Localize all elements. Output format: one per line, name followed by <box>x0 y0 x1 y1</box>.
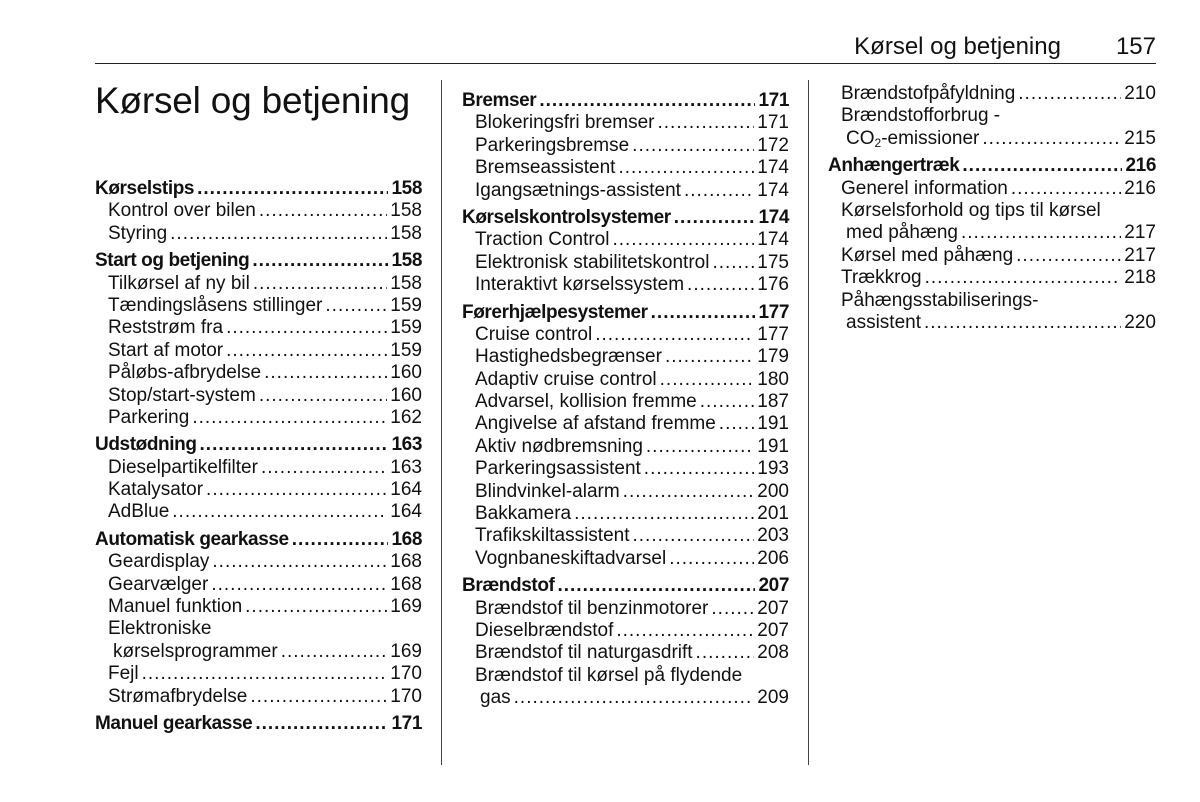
toc-entry-label: Blindvinkel-alarm <box>475 480 620 502</box>
toc-entry[interactable] <box>462 324 789 346</box>
toc-page-number: 187 <box>757 391 789 413</box>
toc-entry-label: Adaptiv cruise control <box>475 368 657 390</box>
toc-entry-label: Bremseassistent <box>475 157 616 179</box>
toc-entry[interactable] <box>95 295 422 317</box>
toc-entry[interactable] <box>828 128 1156 150</box>
toc-section <box>95 250 422 429</box>
leader-dots <box>252 250 388 272</box>
leader-dots <box>644 458 755 480</box>
toc-section <box>828 155 1156 334</box>
leader-dots <box>245 596 387 618</box>
toc-entry[interactable] <box>95 385 422 407</box>
toc-entry-label: Brændstofpåfyldning <box>841 83 1016 104</box>
toc-entry-label <box>846 128 979 154</box>
toc-entry[interactable] <box>95 223 422 245</box>
toc-entry-label: Generel information <box>841 177 1008 199</box>
toc-section-heading[interactable] <box>95 529 422 551</box>
toc-entry[interactable] <box>828 312 1156 334</box>
toc-entry-label: Anhængertræk <box>828 155 960 177</box>
leader-dots <box>259 385 387 407</box>
toc-page-number: 220 <box>1124 311 1156 333</box>
toc-section <box>95 178 422 245</box>
toc-entry[interactable] <box>828 267 1156 289</box>
toc-page-number: 168 <box>391 528 422 550</box>
toc-entry-label: Aktiv nødbremsning <box>475 435 643 457</box>
toc-page-number: 218 <box>1124 267 1156 289</box>
leader-dots <box>325 295 387 317</box>
leader-dots <box>674 207 756 229</box>
toc-entry-label: Automatisk gearkasse <box>95 528 289 550</box>
toc-page-number: 217 <box>1124 244 1156 266</box>
toc-page-number: 171 <box>758 90 789 111</box>
leader-dots <box>719 413 755 435</box>
running-header-title: Kørsel og betjening <box>854 33 1061 60</box>
toc-entry[interactable] <box>462 548 789 570</box>
toc-page-number: 193 <box>757 458 789 480</box>
toc-page-number: 169 <box>390 596 422 618</box>
toc-page-number: 163 <box>391 434 422 456</box>
leader-dots <box>264 362 387 384</box>
toc-entry[interactable] <box>462 458 789 480</box>
toc-entry[interactable] <box>462 135 789 157</box>
toc-entry-label: Brændstof <box>462 575 555 597</box>
leader-dots <box>696 642 755 664</box>
toc-entry-label: Fejl <box>108 663 139 685</box>
toc-page-number: 168 <box>390 573 422 595</box>
toc-section-heading[interactable] <box>95 434 422 456</box>
toc-page-number: 158 <box>390 200 422 222</box>
toc-entry[interactable] <box>95 317 422 339</box>
leader-dots <box>658 112 755 134</box>
toc-entry[interactable] <box>95 663 422 685</box>
leader-dots <box>612 229 754 251</box>
toc-entry[interactable] <box>95 407 422 429</box>
toc-entry-label: Tilkørsel af ny bil <box>108 272 250 294</box>
toc-page-number: 158 <box>391 178 422 199</box>
toc-entry-label: Kørselskontrolsystemer <box>462 206 671 228</box>
toc-entry-label-line1: Brændstofforbrug - <box>841 105 1001 127</box>
toc-section-heading[interactable] <box>462 575 789 597</box>
toc-entry-label: Manuel funktion <box>108 596 243 618</box>
toc-entry-label: Hastighedsbegrænser <box>475 346 662 368</box>
toc-page-number: 164 <box>390 501 422 523</box>
toc-entry-label: Geardisplay <box>108 551 210 573</box>
toc-entry-label: Cruise control <box>475 323 593 345</box>
toc-page-number: 200 <box>757 480 789 502</box>
leader-dots <box>665 346 754 368</box>
toc-entry-line <box>828 290 1156 312</box>
toc-section-heading[interactable] <box>95 178 422 200</box>
toc-entry-label: Elektronisk stabilitetskontrol <box>475 251 710 273</box>
toc-page-number: 159 <box>390 339 422 361</box>
toc-entry-label: Interaktivt kørselssystem <box>475 274 685 296</box>
column-divider <box>808 80 809 765</box>
leader-dots <box>646 436 754 458</box>
toc-entry-label-line1: Brændstof til kørsel på flydende <box>475 664 743 686</box>
toc-page-number: 210 <box>1124 83 1156 104</box>
toc-page-number: 201 <box>757 503 789 525</box>
toc-section-heading[interactable] <box>462 207 789 229</box>
toc-page-number: 176 <box>757 274 789 296</box>
toc-column-3 <box>828 83 1156 339</box>
leader-dots <box>924 312 1121 334</box>
toc-entry-label: Reststrøm fra <box>108 317 224 339</box>
toc-entry[interactable] <box>95 457 422 479</box>
running-header <box>854 33 1156 61</box>
toc-page-number: 191 <box>757 435 789 457</box>
leader-dots <box>226 317 387 339</box>
toc-page-number: 158 <box>390 222 422 244</box>
toc-entry[interactable] <box>462 112 789 134</box>
toc-entry-label: Start og betjening <box>95 250 250 272</box>
toc-entry[interactable] <box>462 157 789 179</box>
toc-page-number: 164 <box>390 479 422 501</box>
leader-dots <box>711 598 754 620</box>
toc-entry-label: Manuel gearkasse <box>95 712 253 734</box>
toc-entry-label: Udstødning <box>95 434 197 456</box>
toc-entry-label: Dieselpartikelfilter <box>108 456 258 478</box>
leader-dots <box>557 575 755 597</box>
toc-page-number: 158 <box>391 250 422 272</box>
toc-section <box>462 90 789 202</box>
toc-page-number: 169 <box>390 640 422 662</box>
chapter-title: Kørsel og betjening <box>95 80 410 121</box>
toc-entry[interactable] <box>828 178 1156 200</box>
leader-dots <box>200 434 389 456</box>
toc-entry-label: Kørselstips <box>95 178 195 199</box>
leader-dots <box>660 369 755 391</box>
leader-dots <box>595 324 754 346</box>
toc-section <box>462 575 789 709</box>
toc-page-number: 216 <box>1125 155 1156 177</box>
toc-page-number: 172 <box>757 134 789 156</box>
toc-entry[interactable] <box>95 362 422 384</box>
toc-entry-label: Angivelse af afstand fremme <box>475 413 716 435</box>
toc-entry-label: Bakkamera <box>475 503 572 525</box>
leader-dots <box>651 302 756 324</box>
toc-entry[interactable] <box>462 598 789 620</box>
leader-dots <box>1016 245 1121 267</box>
toc-entry-label: Førerhjælpesystemer <box>462 301 648 323</box>
toc-page-number: 168 <box>390 551 422 573</box>
toc-entry[interactable] <box>95 596 422 618</box>
toc-page-number: 175 <box>757 251 789 273</box>
toc-entry[interactable] <box>462 274 789 296</box>
toc-entry[interactable] <box>95 200 422 222</box>
toc-page-number: 207 <box>757 619 789 641</box>
toc-entry-label: Kontrol over bilen <box>108 200 256 222</box>
toc-section <box>95 713 422 735</box>
toc-section <box>95 434 422 524</box>
toc-column-2 <box>462 90 789 715</box>
label-subscript: 2 <box>874 135 882 150</box>
toc-entry[interactable] <box>462 346 789 368</box>
toc-entry-label: Advarsel, kollision fremme <box>475 391 697 413</box>
toc-page-number: 163 <box>390 456 422 478</box>
leader-dots <box>253 273 387 295</box>
toc-entry[interactable] <box>462 413 789 435</box>
toc-entry-line <box>828 105 1156 127</box>
toc-page-number: 170 <box>390 685 422 707</box>
toc-page-number: 174 <box>758 206 789 228</box>
toc-entry-label: Styring <box>108 222 168 244</box>
toc-entry-label: Katalysator <box>108 479 204 501</box>
toc-entry[interactable] <box>95 273 422 295</box>
toc-page-number: 158 <box>390 272 422 294</box>
toc-entry[interactable] <box>462 642 789 664</box>
toc-entry-label: AdBlue <box>108 501 170 523</box>
leader-dots <box>623 481 755 503</box>
toc-entry[interactable] <box>462 391 789 413</box>
leader-dots <box>211 574 387 596</box>
toc-entry-label: Trækkrog <box>841 267 922 289</box>
leader-dots <box>197 178 388 200</box>
toc-entry-label: gas <box>480 687 511 709</box>
toc-page-number: 174 <box>757 179 789 201</box>
leader-dots <box>669 548 754 570</box>
toc-entry-label: Igangsætnings-assistent <box>475 179 681 201</box>
toc-entry-label: assistent <box>846 311 921 333</box>
leader-dots <box>700 391 755 413</box>
toc-entry-label: Stop/start-system <box>108 384 256 406</box>
toc-entry-label: Parkering <box>108 406 190 428</box>
toc-entry-label: Parkeringsassistent <box>475 458 641 480</box>
toc-entry[interactable] <box>462 620 789 642</box>
toc-page-number: 207 <box>757 597 789 619</box>
leader-dots <box>925 267 1122 289</box>
toc-entry-label: Dieselbrændstof <box>475 619 614 641</box>
toc-page-number: 162 <box>390 406 422 428</box>
toc-entry[interactable] <box>95 501 422 523</box>
toc-page-number: 171 <box>391 712 422 734</box>
toc-page-number: 206 <box>757 547 789 569</box>
toc-page-number: 160 <box>390 384 422 406</box>
leader-dots <box>961 222 1121 244</box>
toc-page-number: 179 <box>757 346 789 368</box>
toc-entry[interactable] <box>95 479 422 501</box>
label-suffix: -emissioner <box>881 127 980 149</box>
leader-dots <box>616 620 754 642</box>
toc-entry[interactable] <box>462 687 789 709</box>
toc-section-continued <box>828 83 1156 150</box>
leader-dots <box>1018 83 1121 105</box>
toc-entry-label: Brændstof til benzinmotorer <box>475 597 709 619</box>
label-prefix: CO <box>846 127 875 149</box>
toc-page-number: 217 <box>1124 222 1156 244</box>
toc-page-number: 171 <box>757 112 789 134</box>
toc-entry-label: Start af motor <box>108 339 224 361</box>
toc-column-1 <box>95 178 422 740</box>
column-divider <box>441 80 442 765</box>
leader-dots <box>170 223 387 245</box>
toc-entry-label: Kørsel med påhæng <box>841 244 1014 266</box>
toc-entry-label: Traction Control <box>475 229 610 251</box>
toc-section <box>462 302 789 571</box>
toc-entry-label-line1: Elektroniske <box>108 618 212 640</box>
leader-dots <box>618 157 754 179</box>
toc-entry-label: Trafikskiltassistent <box>475 525 630 547</box>
toc-entry-label: Strømafbrydelse <box>108 685 248 707</box>
toc-entry[interactable] <box>95 574 422 596</box>
toc-entry-label-line1: Kørselsforhold og tips til kørsel <box>841 199 1101 221</box>
toc-page-number: 215 <box>1124 127 1156 149</box>
toc-section-heading[interactable] <box>95 713 422 735</box>
toc-entry[interactable] <box>95 340 422 362</box>
leader-dots <box>192 407 387 429</box>
leader-dots <box>142 663 388 685</box>
toc-entry[interactable] <box>462 180 789 202</box>
toc-entry[interactable] <box>95 641 422 663</box>
toc-entry[interactable] <box>462 252 789 274</box>
toc-entry[interactable] <box>95 551 422 573</box>
toc-entry-line <box>828 200 1156 222</box>
toc-page-number: 174 <box>757 157 789 179</box>
toc-entry-label-line1: Påhængsstabiliserings- <box>841 289 1039 311</box>
leader-dots <box>632 135 754 157</box>
toc-section-heading[interactable] <box>462 90 789 112</box>
leader-dots <box>281 641 388 663</box>
toc-entry[interactable] <box>462 436 789 458</box>
toc-entry[interactable] <box>828 245 1156 267</box>
toc-page-number: 159 <box>390 317 422 339</box>
leader-dots <box>633 525 755 547</box>
toc-entry-label: Blokeringsfri bremser <box>475 112 655 134</box>
toc-page-number: 209 <box>757 687 789 709</box>
toc-page-number: 177 <box>757 323 789 345</box>
leader-dots <box>172 501 387 523</box>
leader-dots <box>514 687 755 709</box>
toc-entry[interactable] <box>462 369 789 391</box>
toc-section-heading[interactable] <box>828 155 1156 177</box>
toc-entry[interactable] <box>95 686 422 708</box>
toc-entry-label: Påløbs-afbrydelse <box>108 362 262 384</box>
toc-entry[interactable] <box>462 229 789 251</box>
toc-page-number: 216 <box>1124 177 1156 199</box>
leader-dots <box>259 200 387 222</box>
toc-section <box>95 529 422 708</box>
toc-page-number: 159 <box>390 294 422 316</box>
toc-entry-label: med påhæng <box>846 222 958 244</box>
leader-dots <box>1011 178 1121 200</box>
leader-dots <box>684 180 754 202</box>
leader-dots <box>250 686 387 708</box>
toc-page-number: 208 <box>757 642 789 664</box>
toc-page-number: 180 <box>757 368 789 390</box>
toc-entry[interactable] <box>828 222 1156 244</box>
toc-page-number: 177 <box>758 301 789 323</box>
toc-page-number: 160 <box>390 362 422 384</box>
leader-dots <box>261 457 387 479</box>
toc-section <box>462 207 789 297</box>
leader-dots <box>206 479 387 501</box>
toc-page-number: 191 <box>757 413 789 435</box>
toc-page-number: 207 <box>758 575 789 597</box>
toc-entry-label: Brændstof til naturgasdrift <box>475 642 693 664</box>
toc-entry[interactable] <box>462 503 789 525</box>
toc-entry-label: Vognbaneskiftadvarsel <box>475 547 667 569</box>
toc-page-number: 203 <box>757 525 789 547</box>
leader-dots <box>539 90 755 112</box>
toc-entry-line <box>95 618 422 640</box>
toc-entry-label: Gearvælger <box>108 573 209 595</box>
leader-dots <box>292 529 389 551</box>
toc-entry-label: Tændingslåsens stillinger <box>108 294 323 316</box>
leader-dots <box>212 551 387 573</box>
leader-dots <box>687 274 754 296</box>
toc-entry-line <box>462 665 789 687</box>
toc-section-heading[interactable] <box>462 302 789 324</box>
toc-entry[interactable] <box>462 481 789 503</box>
toc-page-number: 174 <box>757 229 789 251</box>
toc-entry[interactable] <box>462 525 789 547</box>
toc-entry[interactable] <box>828 83 1156 105</box>
toc-page-number: 170 <box>390 663 422 685</box>
toc-entry-label: Parkeringsbremse <box>475 134 630 156</box>
leader-dots <box>712 252 754 274</box>
leader-dots <box>255 713 388 735</box>
leader-dots <box>982 128 1121 150</box>
leader-dots <box>226 340 387 362</box>
leader-dots <box>574 503 754 525</box>
toc-entry-label: Bremser <box>462 90 537 111</box>
toc-section-heading[interactable] <box>95 250 422 272</box>
page-number: 157 <box>1115 33 1156 60</box>
toc-entry-label: kørselsprogrammer <box>113 640 278 662</box>
header-rule <box>95 63 1156 64</box>
leader-dots <box>962 155 1122 177</box>
